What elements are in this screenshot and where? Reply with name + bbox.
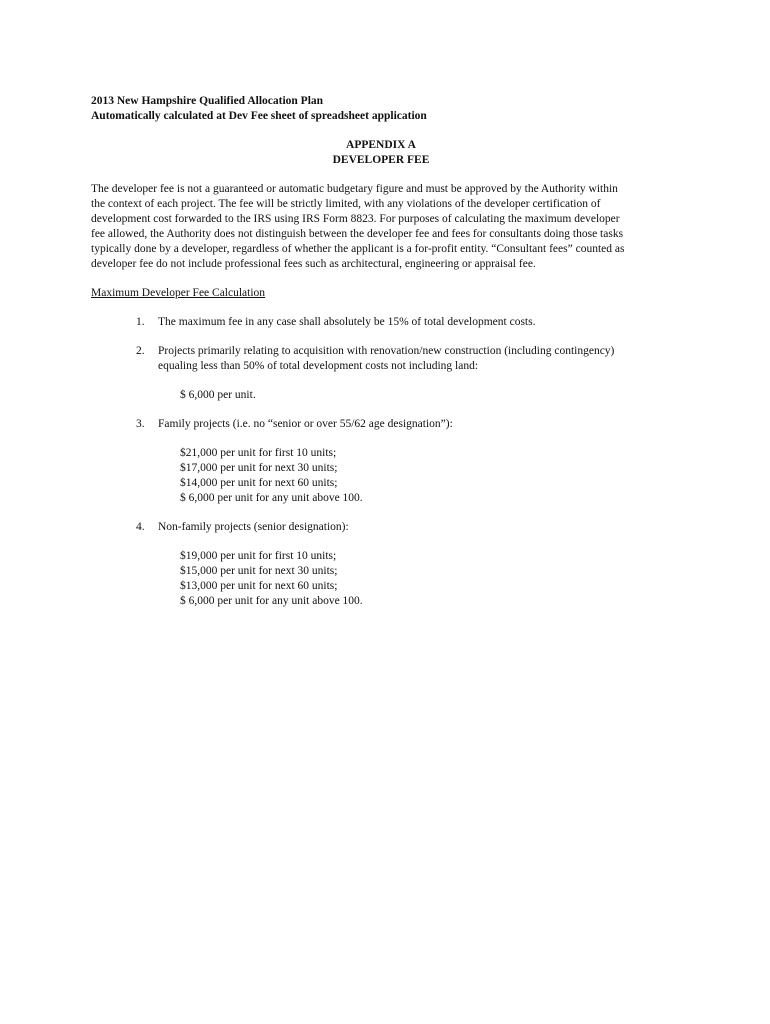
list-item-text: Projects primarily relating to acquisition with renovation/new construction (including contingency) (158, 345, 615, 357)
list-item-number: 1. (136, 316, 145, 328)
document-page (91, 94, 691, 609)
list-item-number: 2. (136, 345, 145, 357)
appendix-title: DEVELOPER FEE (332, 154, 430, 166)
fee-line: $ 6,000 per unit. (180, 389, 256, 401)
intro-line: developer fee do not include professional fees such as architectural, engineering or appraisal fee. (91, 258, 536, 270)
fee-line: $15,000 per unit for next 30 units; (180, 565, 338, 577)
intro-line: development cost forwarded to the IRS using IRS Form 8823. For purposes of calculating the maximum developer (91, 213, 620, 225)
section-heading: Maximum Developer Fee Calculation (91, 287, 266, 299)
intro-line: typically done by a developer, regardless of whether the applicant is a for-profit entity. “Consultant fees” counted as (91, 243, 625, 255)
fee-line: $17,000 per unit for next 30 units; (180, 462, 338, 474)
list-item-text: Non-family projects (senior designation): (158, 521, 349, 533)
fee-line: $21,000 per unit for first 10 units; (180, 447, 337, 459)
list-item (91, 520, 691, 609)
intro-line: fee allowed, the Authority does not distinguish between the developer fee and fees for consultants doing those tasks (91, 228, 624, 240)
document-title: 2013 New Hampshire Qualified Allocation Plan (91, 95, 324, 107)
document-subtitle: Automatically calculated at Dev Fee sheet of spreadsheet application (91, 110, 427, 122)
fee-rules-list (91, 315, 691, 609)
intro-paragraph (91, 182, 686, 272)
intro-line: The developer fee is not a guaranteed or automatic budgetary figure and must be approved by the Authority within (91, 183, 618, 195)
fee-schedule (158, 388, 691, 403)
fee-line: $ 6,000 per unit for any unit above 100. (180, 595, 363, 607)
list-item-text: Family projects (i.e. no “senior or over 55/62 age designation”): (158, 418, 453, 430)
fee-line: $19,000 per unit for first 10 units; (180, 550, 337, 562)
fee-schedule (158, 446, 691, 506)
list-item (91, 344, 691, 403)
appendix-heading (91, 138, 671, 168)
fee-line: $14,000 per unit for next 60 units; (180, 477, 338, 489)
list-item (91, 315, 691, 330)
list-item (91, 417, 691, 506)
intro-line: the context of each project. The fee will be strictly limited, with any violations of the developer certification of (91, 198, 601, 210)
fee-line: $ 6,000 per unit for any unit above 100. (180, 492, 363, 504)
list-item-number: 4. (136, 521, 145, 533)
fee-line: $13,000 per unit for next 60 units; (180, 580, 338, 592)
list-item-text: equaling less than 50% of total development costs not including land: (158, 360, 479, 372)
appendix-label: APPENDIX A (346, 139, 416, 151)
list-item-text: The maximum fee in any case shall absolutely be 15% of total development costs. (158, 316, 536, 328)
list-item-number: 3. (136, 418, 145, 430)
fee-schedule (158, 549, 691, 609)
